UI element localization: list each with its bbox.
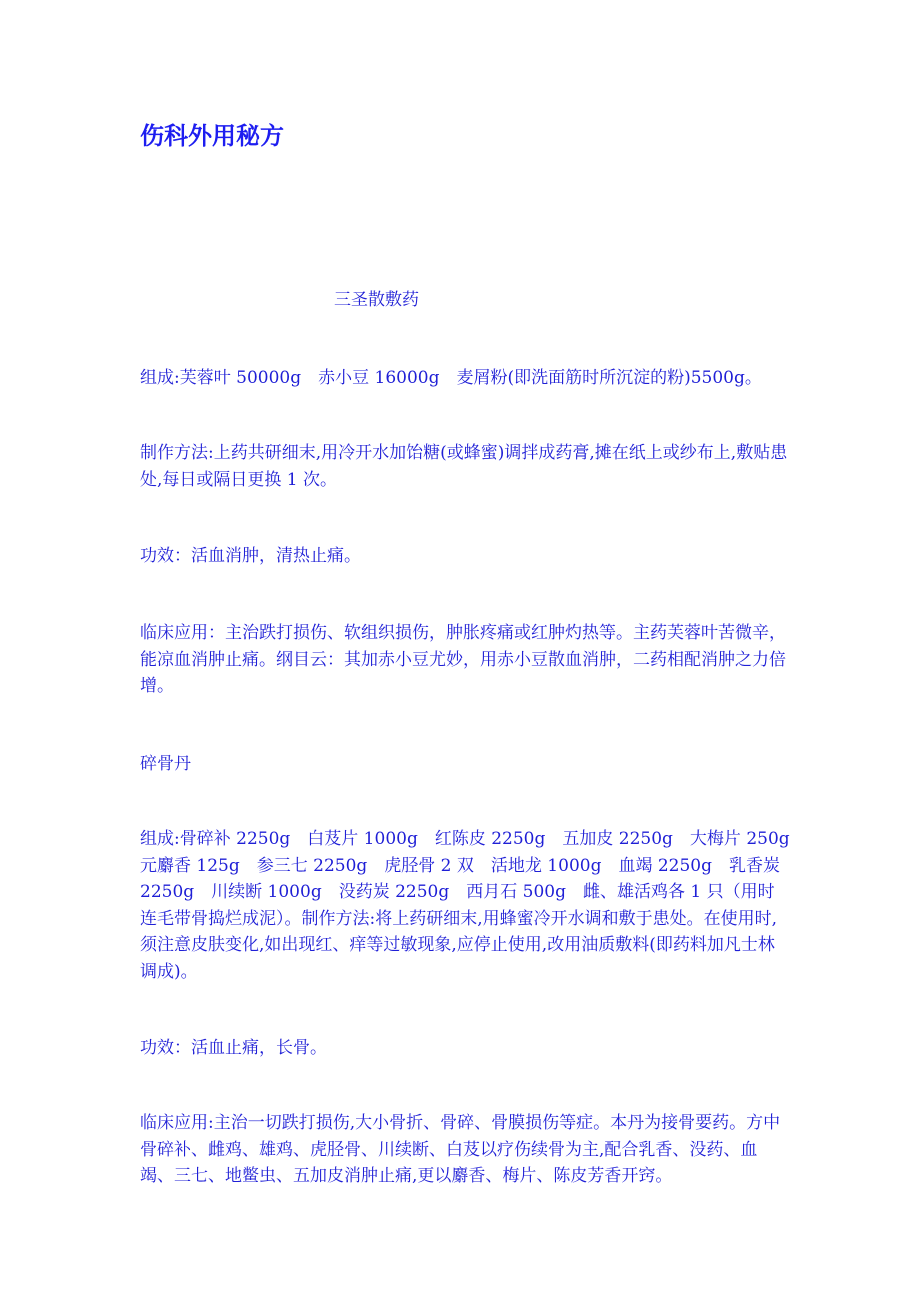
- composition-paragraph: 组成:骨碎补 2250g 白芨片 1000g 红陈皮 2250g 五加皮 2250g 大梅片 250g 元麝香 125g 参三七 2250g 虎胫骨 2 双 活地龙 1000g 血竭 2250g 乳香炭 2250g 川续断 1000g 没药炭 2250g 西月石 500g 雌、雄活鸡各 1 只（用时连毛带骨捣烂成泥）。制作方法:将上药研细末,用蜂蜜冷开水调和敷于患处。在使用时,须注意皮肤变化,如出现红、痒等过敏现象,应停止使用,改用油质敷料(即药料加凡士林调成)。: [140, 829, 790, 982]
- effect-paragraph: 功效：活血止痛，长骨。: [140, 1038, 327, 1058]
- section-heading-suigudan: 碎骨丹: [140, 754, 191, 774]
- document-title: 伤科外用秘方: [140, 122, 284, 150]
- clinical-paragraph: 临床应用：主治跌打损伤、软组织损伤，肿胀疼痛或红肿灼热等。主药芙蓉叶苦微辛，能凉血消肿止痛。纲目云：其加赤小豆尤妙，用赤小豆散血消肿，二药相配消肿之力倍增。: [140, 623, 786, 696]
- section-heading-sanshengsan: 三圣散敷药: [334, 290, 419, 310]
- clinical-paragraph: 临床应用:主治一切跌打损伤,大小骨折、骨碎、骨膜损伤等症。本丹为接骨要药。方中骨碎补、雌鸡、雄鸡、虎胫骨、川续断、白芨以疗伤续骨为主,配合乳香、没药、血竭、三七、地鳖虫、五加皮消肿止痛,更以麝香、梅片、陈皮芳香开窍。: [140, 1113, 781, 1186]
- composition-paragraph: 组成:芙蓉叶 50000g 赤小豆 16000g 麦屑粉(即洗面筋时所沉淀的粉)5500g。: [140, 368, 762, 388]
- effect-paragraph: 功效：活血消肿，清热止痛。: [140, 546, 361, 566]
- method-paragraph: 制作方法:上药共研细末,用冷开水加饴糖(或蜂蜜)调拌成药膏,摊在纸上或纱布上,敷贴患处,每日或隔日更换 1 次。: [140, 443, 788, 490]
